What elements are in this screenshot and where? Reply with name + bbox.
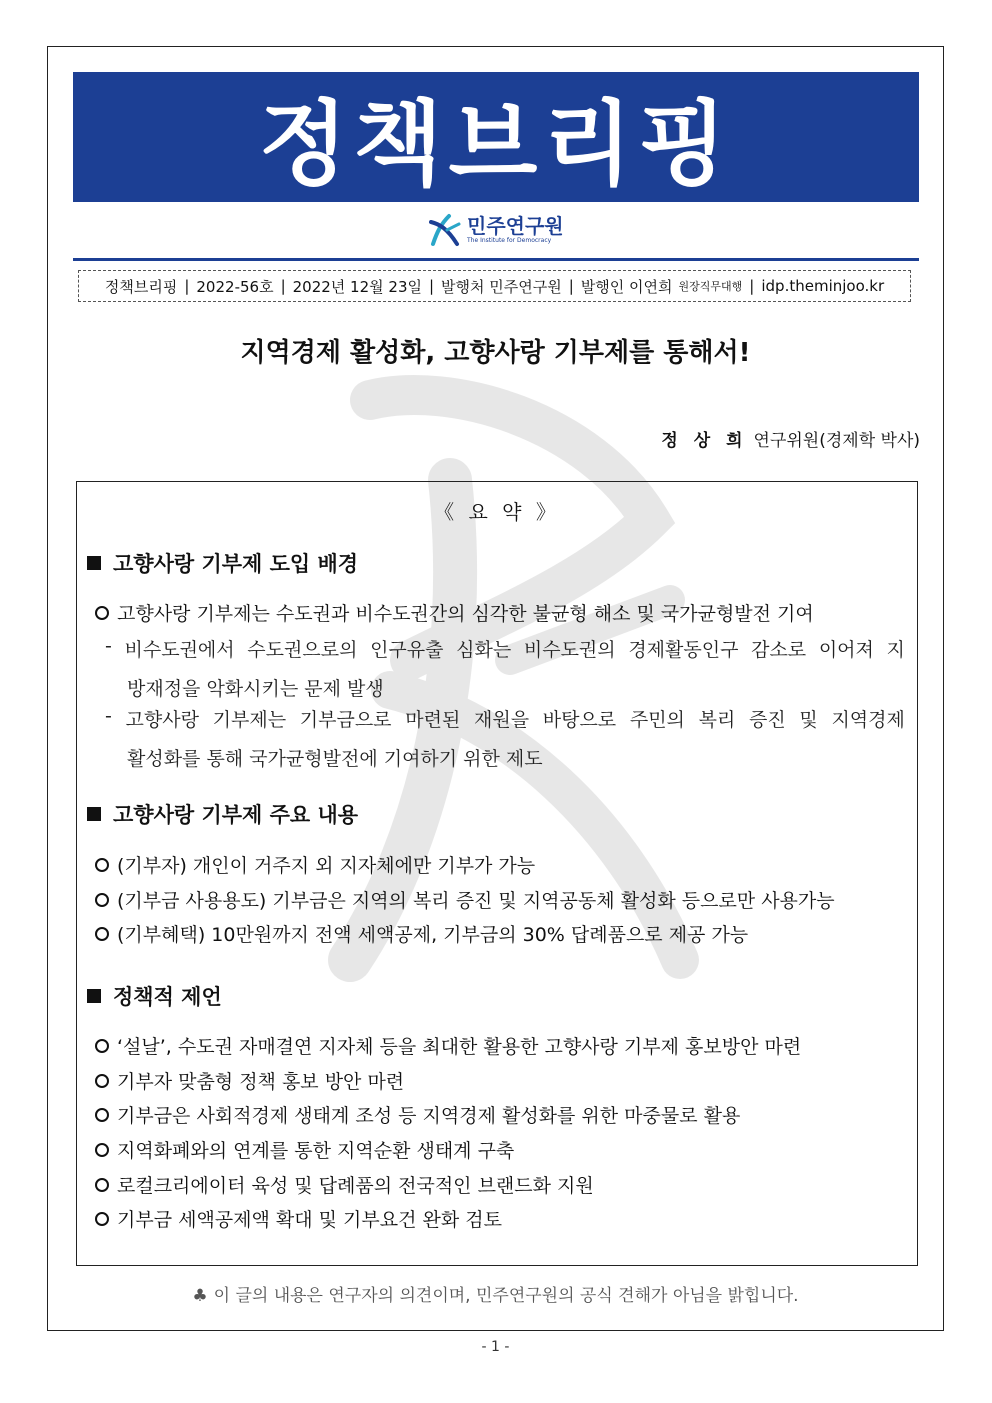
- info-publisher: 발행처 민주연구원: [441, 277, 562, 296]
- circle-bullet-icon: [95, 1039, 109, 1053]
- sub-word: 증진: [749, 709, 786, 731]
- bullet-text: 지역화폐와의 연계를 통한 지역순환 생태계 구축: [117, 1140, 515, 1162]
- info-url[interactable]: idp.theminjoo.kr: [761, 277, 885, 295]
- info-series: 정책브리핑: [104, 277, 178, 296]
- sub-word: 감소로: [751, 639, 807, 661]
- circle-bullet-icon: [95, 606, 109, 620]
- circle-bullet-icon: [95, 1212, 109, 1226]
- banner-title: 정책브리핑: [73, 72, 919, 202]
- disclaimer-footnote: [47, 1281, 944, 1306]
- bullet-item: [95, 1032, 801, 1059]
- bullet-item: [95, 1101, 740, 1128]
- author-line: [661, 426, 920, 451]
- sub-word: -: [105, 635, 112, 657]
- bullet-text: 기부자 맞춤형 정책 홍보 방안 마련: [117, 1071, 405, 1093]
- sub-word: 심화는: [456, 639, 512, 661]
- square-bullet-icon: [87, 556, 101, 570]
- logo-subtitle: The Institute for Democracy: [467, 237, 552, 244]
- bullet-text: 고향사랑 기부제는 수도권과 비수도권간의 심각한 불균형 해소 및 국가균형발전 기여: [117, 603, 814, 625]
- sub-word: 수도권으로의: [247, 639, 358, 661]
- bullet-text: (기부금 사용용도) 기부금은 지역의 복리 증진 및 지역공동체 활성화 등으로만 사용가능: [117, 890, 835, 912]
- bullet-item: [95, 1136, 514, 1163]
- sub-word: 지역경제: [831, 709, 905, 731]
- headline: 지역경제 활성화, 고향사랑 기부제를 통해서!: [240, 338, 751, 368]
- summary-box: [76, 481, 918, 1266]
- sub-item: [105, 635, 905, 701]
- sub-word: 재원을: [473, 709, 530, 731]
- sub-word: 비수도권의: [523, 639, 616, 661]
- section-heading: [87, 981, 222, 1011]
- info-issuer: 발행인 이연희: [580, 277, 673, 296]
- sub-word: 비수도권에서: [124, 639, 235, 661]
- page-number: - 1 -: [481, 1339, 510, 1355]
- institute-logo: [427, 210, 564, 250]
- bullet-text: 로컬크리에이터 육성 및 답례품의 전국적인 브랜드화 지원: [117, 1175, 594, 1197]
- info-issue: 2022-56호: [196, 277, 274, 296]
- circle-bullet-icon: [95, 927, 109, 941]
- bullet-item: [95, 1067, 404, 1094]
- summary-title: 《 요 약 》: [434, 500, 560, 524]
- info-separator: |: [749, 277, 755, 295]
- info-issuer-role: 원장직무대행: [678, 280, 743, 293]
- bullet-text: (기부혜택) 10만원까지 전액 세액공제, 기부금의 30% 답례품으로 제공 가능: [117, 924, 749, 946]
- circle-bullet-icon: [95, 858, 109, 872]
- logo-name: 민주연구원: [467, 214, 564, 238]
- section-heading-text: 고향사랑 기부제 주요 내용: [113, 803, 359, 827]
- sub-word: 고향사랑: [125, 709, 199, 731]
- info-date: 2022년 12월 23일: [292, 277, 422, 296]
- square-bullet-icon: [87, 989, 101, 1003]
- circle-bullet-icon: [95, 1074, 109, 1088]
- bullet-item: [95, 1205, 502, 1232]
- circle-bullet-icon: [95, 1108, 109, 1122]
- section-heading-text: 고향사랑 기부제 도입 배경: [113, 552, 359, 576]
- section-heading: [87, 799, 358, 829]
- disclaimer-text: 이 글의 내용은 연구자의 의견이며, 민주연구원의 공식 견해가 아님을 밝힙니다.: [213, 1286, 799, 1306]
- info-separator: |: [280, 277, 286, 295]
- sub-word: 주민의: [629, 709, 685, 731]
- sub-word: 마련된: [405, 709, 461, 731]
- sub-item: [105, 705, 905, 771]
- sub-word: -: [105, 705, 112, 727]
- sub-word: 및: [799, 709, 818, 731]
- publication-info-bar: [78, 270, 911, 302]
- sub-word: 복리: [698, 709, 736, 731]
- sub-word: 지: [886, 639, 905, 661]
- bullet-text: ‘설날’, 수도권 자매결연 지자체 등을 최대한 활용한 고향사랑 기부제 홍보방안 마련: [117, 1036, 802, 1058]
- header-rule: [73, 258, 919, 261]
- bullet-item: [95, 599, 814, 626]
- sub-continuation: 방재정을 악화시키는 문제 발생: [127, 678, 384, 700]
- sub-word: 기부제는: [212, 709, 287, 731]
- info-separator: |: [428, 277, 435, 295]
- square-bullet-icon: [87, 807, 101, 821]
- logo-mark-icon: [427, 210, 463, 250]
- author-name: 정 상 희: [661, 431, 748, 451]
- sub-word: 바탕으로: [542, 709, 617, 731]
- bullet-item: [95, 1171, 594, 1198]
- circle-bullet-icon: [95, 893, 109, 907]
- info-separator: |: [568, 277, 574, 295]
- sub-word: 경제활동인구: [628, 639, 739, 661]
- bullet-text: (기부자) 개인이 거주지 외 지자체에만 기부가 가능: [117, 855, 536, 877]
- section-heading: [87, 548, 358, 578]
- info-separator: |: [184, 277, 190, 295]
- sub-word: 기부금으로: [299, 709, 392, 731]
- bullet-text: 기부금 세액공제액 확대 및 기부요건 완화 검토: [117, 1209, 502, 1231]
- club-icon: ♣: [192, 1286, 208, 1306]
- bullet-item: [95, 920, 748, 947]
- sub-continuation: 활성화를 통해 국가균형발전에 기여하기 위한 제도: [127, 748, 543, 770]
- bullet-text: 기부금은 사회적경제 생태계 조성 등 지역경제 활성화를 위한 마중물로 활용: [117, 1105, 741, 1127]
- bullet-item: [95, 851, 535, 878]
- bullet-item: [95, 886, 835, 913]
- circle-bullet-icon: [95, 1143, 109, 1157]
- sub-word: 인구유출: [370, 639, 444, 661]
- circle-bullet-icon: [95, 1178, 109, 1192]
- author-title: 연구위원(경제학 박사): [753, 431, 920, 451]
- section-heading-text: 정책적 제언: [113, 985, 222, 1009]
- sub-word: 이어져: [818, 639, 874, 661]
